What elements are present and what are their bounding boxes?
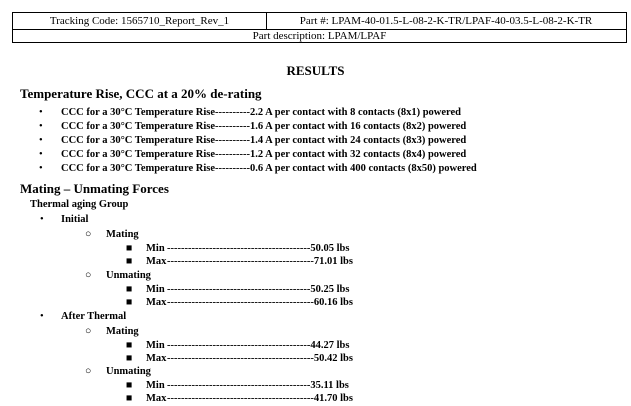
min-label: Min — [146, 243, 165, 254]
max-label: Max — [146, 256, 167, 267]
min-value: -----------------------------------------35.11 lbs — [167, 380, 349, 391]
max-label: Max — [146, 297, 167, 308]
mating-label: Mating — [106, 326, 139, 337]
circle-bullet-icon: ○ — [85, 229, 92, 240]
unmating-label: Unmating — [106, 366, 151, 377]
bullet-icon: • — [40, 214, 44, 225]
bullet-icon: • — [39, 121, 43, 132]
min-label: Min — [146, 284, 165, 295]
square-bullet-icon: ■ — [126, 256, 133, 267]
bullet-icon: • — [39, 163, 43, 174]
square-bullet-icon: ■ — [126, 393, 133, 404]
max-label: Max — [146, 393, 167, 404]
min-label: Min — [146, 380, 165, 391]
after-thermal-label: After Thermal — [61, 311, 127, 322]
header-table — [12, 12, 627, 43]
max-value: ------------------------------------------60.16 lbs — [167, 297, 353, 308]
group-label: Thermal aging Group — [30, 199, 129, 210]
bullet-icon: • — [39, 107, 43, 118]
temp-item: CCC for a 30°C Temperature Rise----------1.2 A per contact with 32 contacts (8x4) powered — [61, 149, 467, 160]
bullet-icon: • — [39, 149, 43, 160]
square-bullet-icon: ■ — [126, 297, 133, 308]
unmating-label: Unmating — [106, 270, 151, 281]
temp-item: CCC for a 30°C Temperature Rise----------0.6 A per contact with 400 contacts (8x50) powered — [61, 163, 477, 174]
circle-bullet-icon: ○ — [85, 270, 92, 281]
temp-item: CCC for a 30°C Temperature Rise----------1.6 A per contact with 16 contacts (8x2) powered — [61, 121, 467, 132]
bullet-icon: • — [40, 311, 44, 322]
min-value: -----------------------------------------50.25 lbs — [167, 284, 350, 295]
temp-item: CCC for a 30°C Temperature Rise----------2.2 A per contact with 8 contacts (8x1) powered — [61, 107, 462, 118]
circle-bullet-icon: ○ — [85, 326, 92, 337]
min-value: -----------------------------------------50.05 lbs — [167, 243, 350, 254]
tracking-code: Tracking Code: 1565710_Report_Rev_1 — [13, 13, 267, 29]
max-value: ------------------------------------------41.70 lbs — [167, 393, 353, 404]
results-title: RESULTS — [286, 63, 345, 78]
square-bullet-icon: ■ — [126, 243, 133, 254]
mating-label: Mating — [106, 229, 139, 240]
square-bullet-icon: ■ — [126, 353, 133, 364]
header-row — [13, 13, 626, 30]
max-label: Max — [146, 353, 167, 364]
max-value: ------------------------------------------71.01 lbs — [167, 256, 353, 267]
part-number: Part #: LPAM-40-01.5-L-08-2-K-TR/LPAF-40-03.5-L-08-2-K-TR — [299, 15, 593, 27]
min-value: -----------------------------------------44.27 lbs — [167, 340, 350, 351]
square-bullet-icon: ■ — [126, 284, 133, 295]
square-bullet-icon: ■ — [126, 380, 133, 391]
square-bullet-icon: ■ — [126, 340, 133, 351]
mating-heading: Mating – Unmating Forces — [20, 181, 169, 196]
temperature-heading: Temperature Rise, CCC at a 20% de-rating — [20, 86, 262, 101]
circle-bullet-icon: ○ — [85, 366, 92, 377]
part-description: Part description: LPAM/LPAF — [252, 30, 387, 42]
min-label: Min — [146, 340, 165, 351]
initial-label: Initial — [61, 214, 89, 225]
temp-item: CCC for a 30°C Temperature Rise----------1.4 A per contact with 24 contacts (8x3) powered — [61, 135, 467, 146]
bullet-icon: • — [39, 135, 43, 146]
max-value: ------------------------------------------50.42 lbs — [167, 353, 353, 364]
